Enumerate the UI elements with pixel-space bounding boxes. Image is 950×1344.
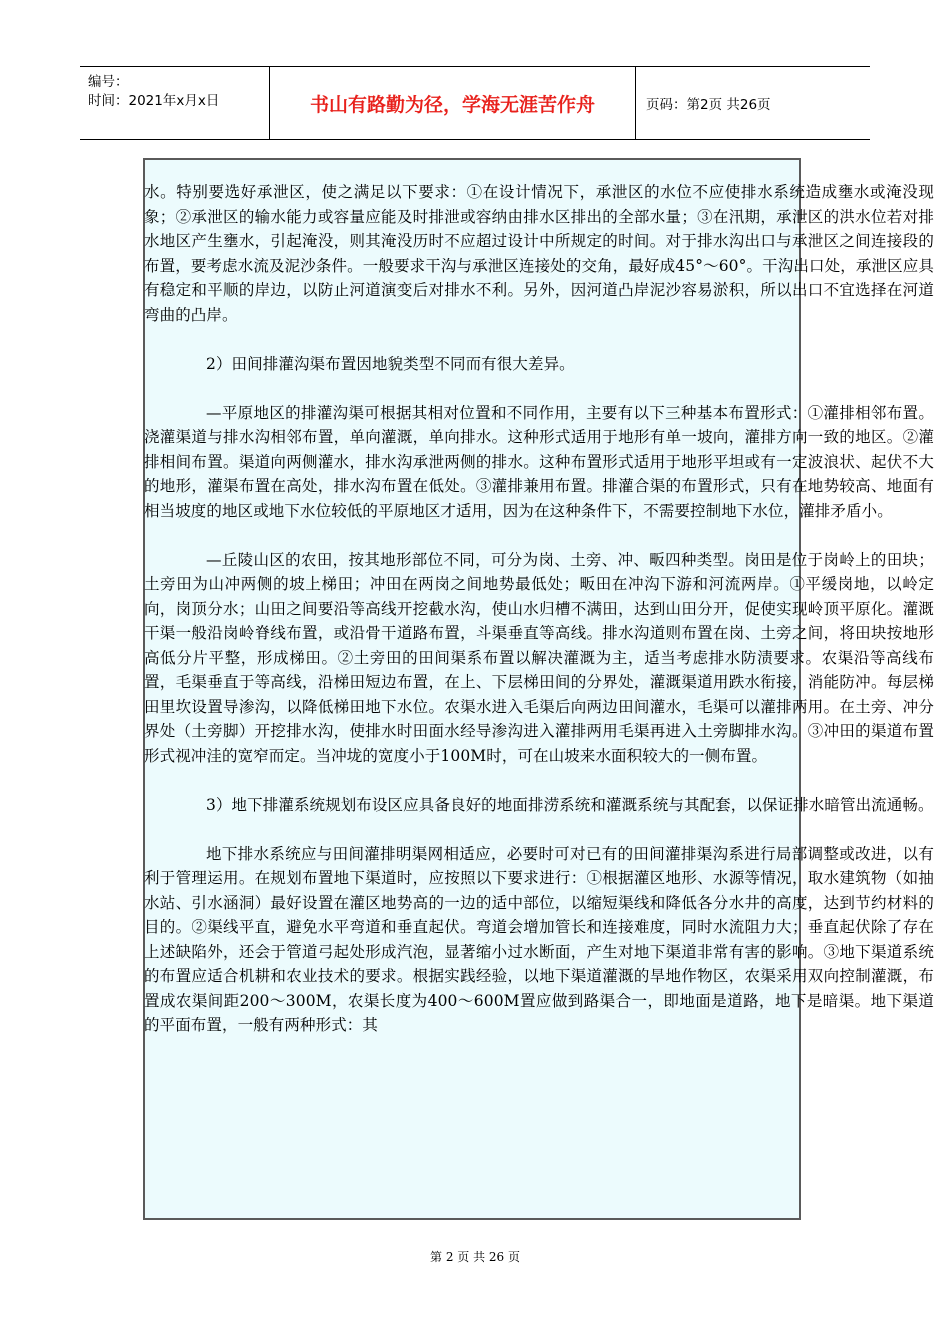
paragraph-5: 3）地下排灌系统规划布设区应具备良好的地面排涝系统和灌溉系统与其配套，以保证排水暗管出流通畅。 xyxy=(206,795,934,814)
page-header xyxy=(80,66,870,140)
header-motto: 书山有路勤为径，学海无涯苦作舟 xyxy=(270,67,636,139)
page-footer: 第 2 页 共 26 页 xyxy=(430,1250,520,1264)
number-label: 编号： xyxy=(88,74,129,90)
paragraph-6: 地下排水系统应与田间灌排明渠网相适应，必要时可对已有的田间灌排渠沟系进行局部调整或改进，以有利于管理运用。在规划布置地下渠道时，应按照以下要求进行：①根据灌区地形、水源等情况，取水建筑物（如抽水站、引水涵洞）最好设置在灌区地势高的一边的适中部位，以缩短渠线和降低各分水井的高度，达到节约材料的目的。②渠线平直，避免水平弯道和垂直起伏。弯道会增加管长和连接难度，同时水流阻力大；垂直起伏除了存在上述缺陷外，还会于管道弓起处形成汽泡，显著缩小过水断面，产生对地下渠道非常有害的影响。③地下渠道系统的布置应适合机耕和农业技术的要求。根据实践经验，以地下渠道灌溉的旱地作物区，农渠采用双向控制灌溉，布置成农渠间距200～300M，农渠长度为400～600M置应做到路渠合一，即地面是道路，地下是暗渠。地下渠道的平面布置，一般有两种形式：其 xyxy=(144,844,934,1034)
paragraph-3: —平原地区的排灌沟渠可根据其相对位置和不同作用，主要有以下三种基本布置形式：①灌排相邻布置。浇灌渠道与排水沟相邻布置，单向灌溉，单向排水。这种形式适用于地形有单一坡向，灌排方向一致的地区。②灌排相间布置。渠道向两侧灌水，排水沟承泄两侧的排水。这种布置形式适用于地形平坦或有一定波浪状、起伏不大的地形，灌渠布置在高处，排水沟布置在低处。③灌排兼用布置。排灌合渠的布置形式，只有在地势较高、地面有相当坡度的地区或地下水位较低的平原地区才适用，因为在这种条件下，不需要控制地下水位，灌排矛盾小。 xyxy=(144,403,934,520)
header-meta xyxy=(80,67,270,139)
paragraph-4: —丘陵山区的农田，按其地形部位不同，可分为岗、土旁、冲、畈四种类型。岗田是位于岗岭上的田块；土旁田为山冲两侧的坡上梯田；冲田在两岗之间地势最低处；畈田在冲沟下游和河流两岸。①平缓岗地，以岭定向，岗顶分水；山田之间要沿等高线开挖截水沟，使山水归槽不满田，达到山田分开，促使实现岭顶平原化。灌溉干渠一般沿岗岭脊线布置，或沿骨干道路布置，斗渠垂直等高线。排水沟道则布置在岗、土旁之间，将田块按地形高低分片平整，形成梯田。②土旁田的田间渠系布置以解决灌溉为主，适当考虑排水防渍要求。农渠沿等高线布置，毛渠垂直于等高线，沿梯田短边布置，在上、下层梯田间的分界处，灌溉渠道用跌水衔接，消能防冲。每层梯田里坎设置导渗沟，以降低梯田地下水位。农渠水进入毛渠后向两边田间灌水，毛渠可以灌排两用。在土旁、冲分界处（土旁脚）开挖排水沟，使排水时田面水经导渗沟进入灌排两用毛渠再进入土旁脚排水沟。③冲田的渠道布置形式视冲洼的宽窄而定。当冲垅的宽度小于100M时，可在山坡来水面积较大的一侧布置。 xyxy=(144,550,934,765)
time-label: 时间：2021年x月x日 xyxy=(88,93,220,109)
paragraph-1: 水。特别要选好承泄区，使之满足以下要求：①在设计情况下，承泄区的水位不应使排水系统造成壅水或淹没现象；②承泄区的输水能力或容量应能及时排泄或容纳由排水区排出的全部水量；③在汛期，承泄区的洪水位若对排水地区产生壅水，引起淹没，则其淹没历时不应超过设计中所规定的时间。对于排水沟出口与承泄区之间连接段的布置，要考虑水流及泥沙条件。一般要求干沟与承泄区连接处的交角，最好成45°～60°。干沟出口处，承泄区应具有稳定和平顺的岸边，以防止河道演变后对排水不利。另外，因河道凸岸泥沙容易淤积，所以出口不宜选择在河道弯曲的凸岸。 xyxy=(144,183,934,324)
paragraph-2: 2）田间排灌沟渠布置因地貌类型不同而有很大差异。 xyxy=(206,354,575,373)
header-page-info: 页码：第2页 共26页 xyxy=(646,97,771,113)
document-body xyxy=(144,180,934,1038)
